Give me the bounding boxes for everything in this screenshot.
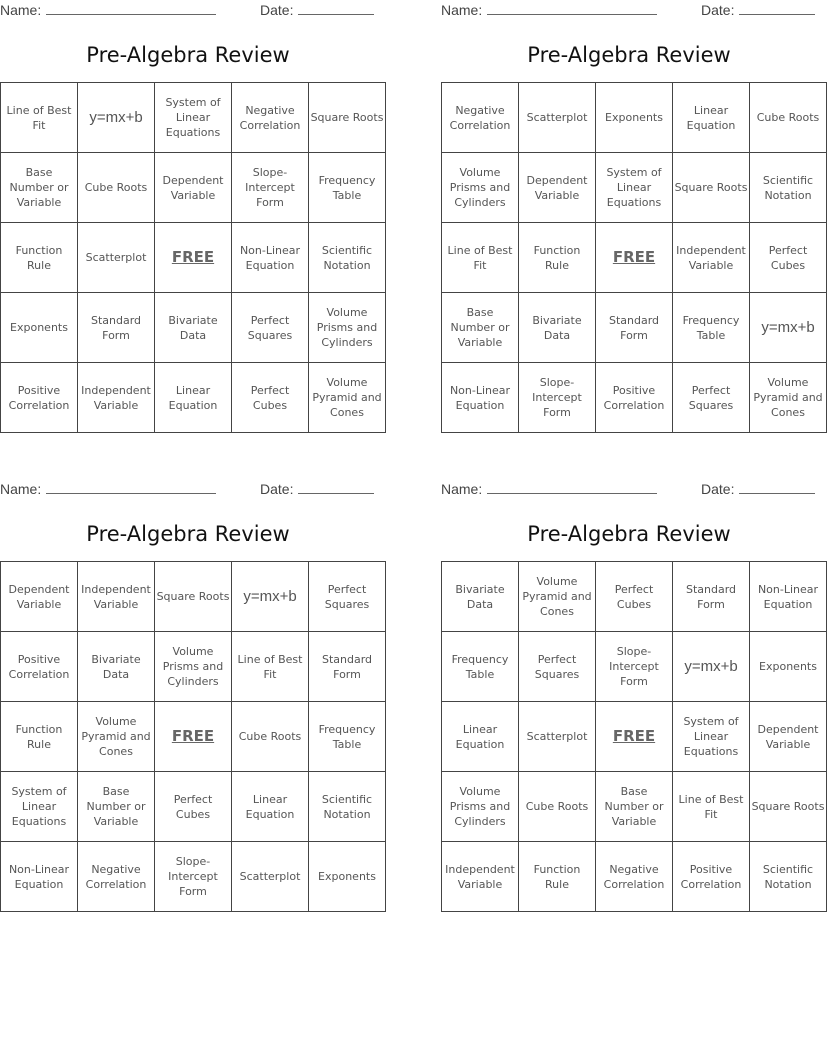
free-space-cell: FREE bbox=[155, 702, 232, 772]
grid-row bbox=[1, 153, 386, 223]
bingo-cell: Function Rule bbox=[1, 223, 78, 293]
bingo-cell: Linear Equation bbox=[155, 363, 232, 433]
bingo-cell: Scatterplot bbox=[232, 842, 309, 912]
bingo-cell: Frequency Table bbox=[309, 153, 386, 223]
grid-row bbox=[442, 842, 827, 912]
bingo-cell: Exponents bbox=[596, 83, 673, 153]
bingo-cell: Volume Pyramid and Cones bbox=[309, 363, 386, 433]
date-line bbox=[298, 493, 374, 494]
bingo-cell: Perfect Squares bbox=[232, 293, 309, 363]
bingo-cell: Square Roots bbox=[155, 562, 232, 632]
grid-row bbox=[442, 83, 827, 153]
name-line bbox=[46, 493, 216, 494]
bingo-cell: Linear Equation bbox=[442, 702, 519, 772]
bingo-cell: Perfect Squares bbox=[309, 562, 386, 632]
bingo-cell: System of Linear Equations bbox=[155, 83, 232, 153]
bingo-cell: Non-Linear Equation bbox=[750, 562, 827, 632]
grid-row bbox=[442, 562, 827, 632]
bingo-cell: Base Number or Variable bbox=[596, 772, 673, 842]
bingo-cell: Cube Roots bbox=[78, 153, 155, 223]
card-header bbox=[0, 479, 376, 501]
bingo-cell: Scatterplot bbox=[519, 702, 596, 772]
free-space-cell: FREE bbox=[155, 223, 232, 293]
bingo-cell: System of Linear Equations bbox=[673, 702, 750, 772]
name-line bbox=[487, 493, 657, 494]
bingo-cell: Independent Variable bbox=[673, 223, 750, 293]
card-title: Pre-Algebra Review bbox=[527, 522, 731, 546]
bingo-cell: Scientific Notation bbox=[309, 772, 386, 842]
bingo-cell: Volume Prisms and Cylinders bbox=[309, 293, 386, 363]
name-label: Name: bbox=[0, 481, 42, 497]
bingo-cell: Line of Best Fit bbox=[232, 632, 309, 702]
grid-row bbox=[1, 293, 386, 363]
grid-row bbox=[1, 772, 386, 842]
bingo-cell: Base Number or Variable bbox=[442, 293, 519, 363]
bingo-cell: y=mx+b bbox=[673, 632, 750, 702]
bingo-cell: Exponents bbox=[750, 632, 827, 702]
bingo-cell: Standard Form bbox=[596, 293, 673, 363]
bingo-cell: Positive Correlation bbox=[1, 632, 78, 702]
bingo-cell: y=mx+b bbox=[232, 562, 309, 632]
bingo-cell: Square Roots bbox=[673, 153, 750, 223]
bingo-cell: Function Rule bbox=[519, 842, 596, 912]
bingo-cell: System of Linear Equations bbox=[596, 153, 673, 223]
bingo-grid bbox=[0, 82, 386, 433]
bingo-cell: Slope-Intercept Form bbox=[155, 842, 232, 912]
bingo-cell: Exponents bbox=[309, 842, 386, 912]
grid-row bbox=[1, 83, 386, 153]
free-space-cell: FREE bbox=[596, 223, 673, 293]
grid-row bbox=[442, 153, 827, 223]
bingo-grid bbox=[441, 82, 827, 433]
bingo-card bbox=[441, 0, 823, 433]
grid-row bbox=[442, 632, 827, 702]
grid-row bbox=[1, 363, 386, 433]
date-line bbox=[739, 14, 815, 15]
bingo-cell: Volume Pyramid and Cones bbox=[519, 562, 596, 632]
bingo-cell: Independent Variable bbox=[78, 562, 155, 632]
bingo-cell: Volume Prisms and Cylinders bbox=[442, 153, 519, 223]
card-title: Pre-Algebra Review bbox=[86, 43, 290, 67]
card-title: Pre-Algebra Review bbox=[527, 43, 731, 67]
bingo-cell: Bivariate Data bbox=[78, 632, 155, 702]
free-space-cell: FREE bbox=[596, 702, 673, 772]
card-header bbox=[441, 479, 817, 501]
name-line bbox=[487, 14, 657, 15]
bingo-cell: Negative Correlation bbox=[232, 83, 309, 153]
bingo-cell: Slope-Intercept Form bbox=[232, 153, 309, 223]
bingo-cell: Volume Prisms and Cylinders bbox=[442, 772, 519, 842]
bingo-cell: Frequency Table bbox=[309, 702, 386, 772]
bingo-cell: Non-Linear Equation bbox=[1, 842, 78, 912]
bingo-cell: Slope-Intercept Form bbox=[596, 632, 673, 702]
card-header bbox=[441, 0, 817, 22]
bingo-cell: Volume Pyramid and Cones bbox=[750, 363, 827, 433]
name-label: Name: bbox=[441, 2, 483, 18]
bingo-cell: Positive Correlation bbox=[673, 842, 750, 912]
grid-row bbox=[442, 702, 827, 772]
bingo-cell: Scatterplot bbox=[519, 83, 596, 153]
bingo-cell: Non-Linear Equation bbox=[442, 363, 519, 433]
bingo-cell: Non-Linear Equation bbox=[232, 223, 309, 293]
bingo-cell: Perfect Cubes bbox=[155, 772, 232, 842]
bingo-cell: Independent Variable bbox=[442, 842, 519, 912]
date-label: Date: bbox=[260, 2, 294, 18]
card-header bbox=[0, 0, 376, 22]
bingo-cell: Square Roots bbox=[309, 83, 386, 153]
bingo-cell: Independent Variable bbox=[78, 363, 155, 433]
bingo-cell: Scatterplot bbox=[78, 223, 155, 293]
bingo-cell: Dependent Variable bbox=[519, 153, 596, 223]
bingo-cell: Line of Best Fit bbox=[1, 83, 78, 153]
bingo-cell: Scientific Notation bbox=[750, 842, 827, 912]
bingo-cell: Bivariate Data bbox=[155, 293, 232, 363]
bingo-cell: Positive Correlation bbox=[1, 363, 78, 433]
bingo-cell: Dependent Variable bbox=[1, 562, 78, 632]
bingo-cell: Dependent Variable bbox=[750, 702, 827, 772]
grid-row bbox=[1, 842, 386, 912]
bingo-cell: Perfect Cubes bbox=[750, 223, 827, 293]
bingo-cell: y=mx+b bbox=[78, 83, 155, 153]
bingo-grid bbox=[441, 561, 827, 912]
bingo-card bbox=[441, 479, 825, 912]
date-label: Date: bbox=[701, 2, 735, 18]
grid-row bbox=[1, 632, 386, 702]
bingo-cell: Perfect Cubes bbox=[232, 363, 309, 433]
bingo-cell: Dependent Variable bbox=[155, 153, 232, 223]
bingo-cell: Frequency Table bbox=[673, 293, 750, 363]
date-line bbox=[298, 14, 374, 15]
bingo-cell: Base Number or Variable bbox=[1, 153, 78, 223]
grid-row bbox=[1, 702, 386, 772]
bingo-cell: Negative Correlation bbox=[442, 83, 519, 153]
name-label: Name: bbox=[441, 481, 483, 497]
bingo-cell: Volume Pyramid and Cones bbox=[78, 702, 155, 772]
bingo-cell: Bivariate Data bbox=[519, 293, 596, 363]
bingo-cell: Linear Equation bbox=[673, 83, 750, 153]
bingo-cell: Bivariate Data bbox=[442, 562, 519, 632]
grid-row bbox=[442, 293, 827, 363]
bingo-cell: Cube Roots bbox=[519, 772, 596, 842]
bingo-cell: Perfect Cubes bbox=[596, 562, 673, 632]
bingo-cell: Negative Correlation bbox=[78, 842, 155, 912]
bingo-card bbox=[0, 0, 384, 433]
name-line bbox=[46, 14, 216, 15]
bingo-cell: Volume Prisms and Cylinders bbox=[155, 632, 232, 702]
bingo-cell: System of Linear Equations bbox=[1, 772, 78, 842]
bingo-cell: Positive Correlation bbox=[596, 363, 673, 433]
bingo-cell: Perfect Squares bbox=[519, 632, 596, 702]
bingo-cell: Function Rule bbox=[519, 223, 596, 293]
card-title: Pre-Algebra Review bbox=[86, 522, 290, 546]
bingo-cell: Square Roots bbox=[750, 772, 827, 842]
bingo-cell: Cube Roots bbox=[750, 83, 827, 153]
grid-row bbox=[442, 772, 827, 842]
bingo-cell: Base Number or Variable bbox=[78, 772, 155, 842]
bingo-cell: Cube Roots bbox=[232, 702, 309, 772]
grid-row bbox=[442, 363, 827, 433]
bingo-cell: Scientific Notation bbox=[309, 223, 386, 293]
bingo-grid bbox=[0, 561, 386, 912]
bingo-cell: y=mx+b bbox=[750, 293, 827, 363]
grid-row bbox=[1, 562, 386, 632]
bingo-cell: Function Rule bbox=[1, 702, 78, 772]
bingo-card bbox=[0, 479, 376, 912]
date-label: Date: bbox=[260, 481, 294, 497]
grid-row bbox=[442, 223, 827, 293]
date-label: Date: bbox=[701, 481, 735, 497]
bingo-cell: Negative Correlation bbox=[596, 842, 673, 912]
bingo-cell: Slope-Intercept Form bbox=[519, 363, 596, 433]
bingo-cell: Line of Best Fit bbox=[673, 772, 750, 842]
bingo-cell: Scientific Notation bbox=[750, 153, 827, 223]
bingo-cell: Line of Best Fit bbox=[442, 223, 519, 293]
name-label: Name: bbox=[0, 2, 42, 18]
bingo-cell: Standard Form bbox=[673, 562, 750, 632]
bingo-cell: Perfect Squares bbox=[673, 363, 750, 433]
bingo-cell: Linear Equation bbox=[232, 772, 309, 842]
grid-row bbox=[1, 223, 386, 293]
bingo-cell: Exponents bbox=[1, 293, 78, 363]
bingo-cell: Frequency Table bbox=[442, 632, 519, 702]
bingo-cell: Standard Form bbox=[78, 293, 155, 363]
date-line bbox=[739, 493, 815, 494]
bingo-cell: Standard Form bbox=[309, 632, 386, 702]
